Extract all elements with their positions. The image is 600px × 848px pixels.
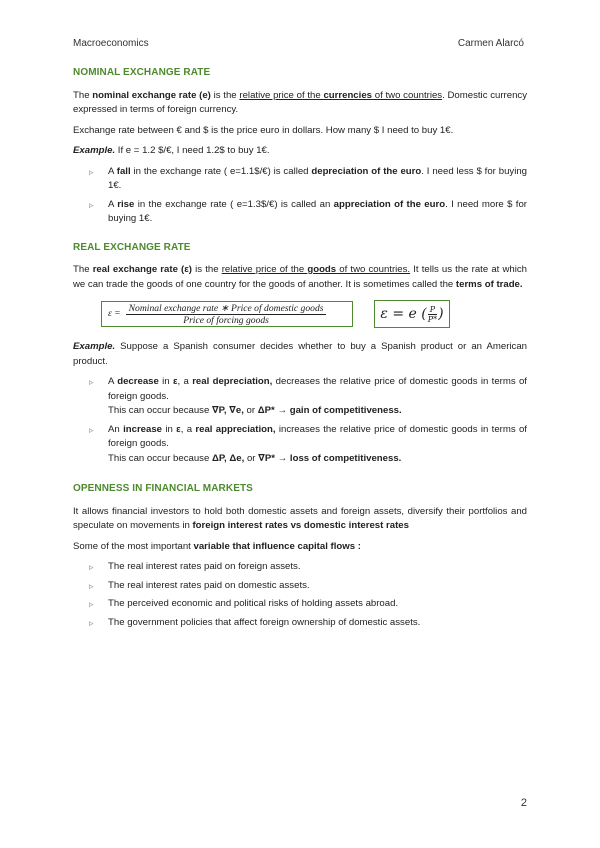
- term: real appreciation,: [195, 423, 276, 435]
- term: appreciation of the euro: [333, 198, 446, 210]
- section-heading-nominal: NOMINAL EXCHANGE RATE: [73, 67, 211, 78]
- list-item: ▹ The government policies that affect foreign ownership of domestic assets.: [89, 616, 527, 631]
- text: A: [108, 165, 117, 177]
- text: relative price of the: [221, 264, 308, 275]
- text: decreases the relative price of domestic goods in terms of foreign goods.: [108, 376, 527, 402]
- term: nominal exchange rate (e): [92, 89, 211, 101]
- term: rise: [117, 198, 135, 210]
- list-item: [89, 165, 527, 194]
- formula-numerator: Nominal exchange rate ∗ Price of domestic goods: [126, 303, 327, 315]
- term: depreciation of the euro: [311, 165, 422, 177]
- text: . I need less $ for buying 1€.: [108, 165, 528, 191]
- term: foreign interest rates vs domestic interest rates: [192, 520, 409, 531]
- example-label: Example.: [73, 341, 116, 352]
- text: An: [108, 423, 124, 435]
- formula-verbal: [101, 301, 353, 327]
- term: terms of trade.: [455, 278, 523, 290]
- nominal-definition: [73, 89, 527, 118]
- text: A: [108, 198, 118, 210]
- text: is the: [210, 89, 240, 101]
- page-number: 2: [520, 797, 527, 809]
- text: It tells us the rate at which we can trade the goods of one country for the goods of another. It is sometimes called the: [73, 264, 527, 290]
- text: A: [108, 376, 118, 387]
- formula-fraction: [428, 305, 437, 324]
- header-author: Carmen Alarcó: [457, 38, 524, 49]
- formula-numerator: P: [429, 304, 436, 314]
- formula-denominator: Price of forcing goods: [183, 314, 269, 326]
- text: of two countries: [371, 89, 443, 101]
- nominal-explanation: Exchange rate between € and $ is the price euro in dollars. How many $ I need to buy 1€.: [73, 124, 454, 136]
- term: ∇P* → loss of competitiveness.: [258, 452, 402, 464]
- text: or: [244, 452, 259, 464]
- text: It allows financial investors to hold both domestic assets and foreign assets, diversify their portfolios and speculate on movements in: [73, 505, 527, 531]
- real-definition: [73, 263, 527, 292]
- formula-fraction: [126, 303, 327, 326]
- text: in the exchange rate ( e=1.1$/€) is called: [130, 165, 312, 177]
- openness-bullets: [89, 560, 527, 630]
- term: fall: [116, 165, 131, 177]
- text: of two countries.: [336, 264, 411, 275]
- list-item: [89, 423, 527, 467]
- term: increase: [123, 423, 163, 435]
- list-item: [89, 198, 527, 227]
- formula-denominator: P*: [427, 314, 438, 324]
- term: ∇P, ∇e,: [212, 405, 244, 416]
- formula-lhs: ε =: [108, 307, 121, 319]
- underlined-phrase: [222, 264, 410, 275]
- term: ΔP, Δe,: [212, 452, 245, 464]
- example-label: Example.: [73, 145, 116, 156]
- formula-lhs: ε = e (: [380, 305, 427, 322]
- text: in: [162, 423, 177, 435]
- list-item: ▹ The real interest rates paid on domestic assets.: [89, 579, 527, 594]
- text: Some of the most important: [73, 540, 194, 552]
- nominal-example: [73, 144, 527, 159]
- underlined-phrase: [239, 90, 442, 101]
- text: The: [73, 89, 93, 101]
- text: This can occur because: [108, 452, 212, 464]
- text: . Domestic currency expressed in terms of foreign currency.: [73, 89, 528, 115]
- openness-description: [73, 505, 527, 534]
- list-item: ▹ The real interest rates paid on foreign assets.: [89, 560, 527, 575]
- text: or: [243, 405, 258, 416]
- formula-row: [101, 300, 527, 328]
- text: . I need more $ for buying 1€.: [108, 198, 528, 224]
- text: , a: [180, 423, 196, 435]
- text: relative price of the: [239, 89, 324, 101]
- text: increases the relative price of domestic goods in terms of foreign goods.: [108, 423, 527, 449]
- text: in the exchange rate ( e=1.3$/€) is called an: [134, 198, 334, 210]
- page-body: [73, 66, 527, 634]
- text: The: [73, 264, 93, 275]
- text: Suppose a Spanish consumer decides whether to buy a Spanish product or an American product.: [73, 341, 527, 367]
- formula-symbolic: [374, 300, 450, 328]
- section-heading-real: REAL EXCHANGE RATE: [73, 241, 191, 253]
- list-item: ▹ The perceived economic and political risks of holding assets abroad.: [89, 597, 527, 612]
- term: goods: [307, 264, 337, 275]
- text: If e = 1.2 $/€, I need 1.2$ to buy 1€.: [115, 145, 270, 156]
- term: real exchange rate (ε): [92, 264, 192, 275]
- section-heading-openness: OPENNESS IN FINANCIAL MARKETS: [73, 483, 253, 494]
- term: ΔP* → gain of competitiveness.: [257, 405, 402, 416]
- text: is the: [192, 264, 222, 275]
- term: real depreciation,: [192, 376, 273, 387]
- openness-intro: [73, 540, 527, 555]
- real-example: [73, 340, 527, 369]
- term: decrease: [117, 376, 159, 387]
- list-item: [89, 375, 527, 419]
- formula-rhs: ): [438, 305, 444, 322]
- text: This can occur because: [108, 405, 212, 416]
- real-bullets: [89, 375, 527, 466]
- term: ε: [172, 376, 178, 387]
- header-course: Macroeconomics: [73, 38, 149, 49]
- text: in: [158, 376, 173, 387]
- nominal-bullets: [89, 165, 527, 227]
- term: variable that influence capital flows :: [193, 540, 361, 552]
- term: currencies: [323, 89, 372, 101]
- text: , a: [177, 376, 193, 387]
- term: ε: [176, 423, 181, 435]
